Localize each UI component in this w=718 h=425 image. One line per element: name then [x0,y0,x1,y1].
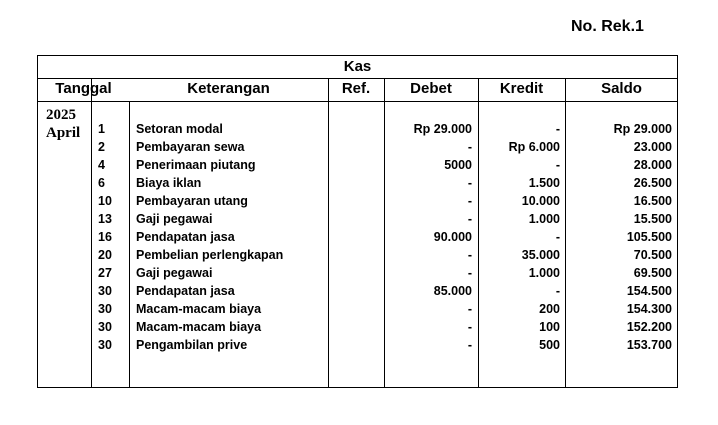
row-day: 2 [98,140,105,154]
row-saldo: 69.500 [633,266,672,280]
row-day: 16 [98,230,112,244]
row-description: Pendapatan jasa [136,284,235,298]
row-kredit: 10.000 [521,194,560,208]
row-saldo: 28.000 [633,158,672,172]
row-description: Pembayaran utang [136,194,248,208]
row-debet: - [467,248,472,262]
column-divider [565,78,566,387]
row-day: 10 [98,194,112,208]
column-divider [129,101,130,387]
row-description: Penerimaan piutang [136,158,256,172]
row-day: 30 [98,284,112,298]
row-kredit: 1.000 [528,212,560,226]
column-divider [91,78,92,387]
row-kredit: 200 [539,302,560,316]
row-saldo: 154.500 [626,284,672,298]
row-debet: - [467,194,472,208]
row-description: Gaji pegawai [136,266,213,280]
row-saldo: Rp 29.000 [613,122,672,136]
row-debet: - [467,302,472,316]
header-tanggal: Tanggal [55,80,112,97]
row-kredit: 500 [539,338,560,352]
account-number: No. Rek.1 [571,18,644,35]
row-ref [330,300,384,318]
column-divider [478,78,479,387]
row-ref [330,174,384,192]
row-description: Gaji pegawai [136,212,213,226]
row-day: 30 [98,320,112,334]
ledger-year: 2025 [46,107,76,123]
header-kredit: Kredit [499,80,544,97]
row-description: Pengambilan prive [136,338,248,352]
row-ref [330,228,384,246]
row-debet: 85.000 [433,284,472,298]
row-saldo: 26.500 [633,176,672,190]
row-day: 6 [98,176,105,190]
row-ref [330,282,384,300]
row-saldo: 152.200 [626,320,672,334]
ledger-title: Kas [343,58,372,75]
row-saldo: 153.700 [626,338,672,352]
row-kredit: 1.000 [528,266,560,280]
header-divider [38,101,677,102]
row-ref [330,192,384,210]
row-debet: Rp 29.000 [413,122,472,136]
row-ref [330,156,384,174]
column-divider [384,78,385,387]
row-debet: 90.000 [433,230,472,244]
row-debet: - [467,338,472,352]
row-ref [330,210,384,228]
row-description: Macam-macam biaya [136,302,262,316]
row-ref [330,264,384,282]
row-day: 1 [98,122,105,136]
row-day: 4 [98,158,105,172]
row-debet: - [467,176,472,190]
cash-ledger-table [37,55,678,388]
row-kredit: - [555,284,560,298]
header-ref: Ref. [341,80,371,97]
row-debet: - [467,212,472,226]
row-description: Pendapatan jasa [136,230,235,244]
row-saldo: 105.500 [626,230,672,244]
column-divider [328,78,329,387]
row-ref [330,246,384,264]
row-day: 13 [98,212,112,226]
row-debet: - [467,320,472,334]
row-ref [330,120,384,138]
row-day: 30 [98,302,112,316]
row-description: Pembayaran sewa [136,140,245,154]
row-kredit: - [555,230,560,244]
row-description: Setoran modal [136,122,223,136]
ledger-month: April [46,125,81,141]
row-debet: 5000 [444,158,472,172]
row-kredit: 35.000 [521,248,560,262]
row-description: Pembelian perlengkapan [136,248,284,262]
header-saldo: Saldo [601,80,642,97]
row-day: 27 [98,266,112,280]
row-saldo: 16.500 [633,194,672,208]
row-debet: - [467,266,472,280]
row-kredit: 1.500 [528,176,560,190]
row-debet: - [467,140,472,154]
row-description: Macam-macam biaya [136,320,262,334]
header-keterangan: Keterangan [187,80,270,97]
row-day: 30 [98,338,112,352]
row-kredit: Rp 6.000 [508,140,560,154]
row-description: Biaya iklan [136,176,202,190]
row-saldo: 15.500 [633,212,672,226]
row-saldo: 154.300 [626,302,672,316]
row-kredit: - [555,158,560,172]
row-ref [330,138,384,156]
row-saldo: 70.500 [633,248,672,262]
row-kredit: 100 [539,320,560,334]
row-kredit: - [555,122,560,136]
header-debet: Debet [410,80,452,97]
row-ref [330,336,384,354]
row-day: 20 [98,248,112,262]
row-ref [330,318,384,336]
row-saldo: 23.000 [633,140,672,154]
